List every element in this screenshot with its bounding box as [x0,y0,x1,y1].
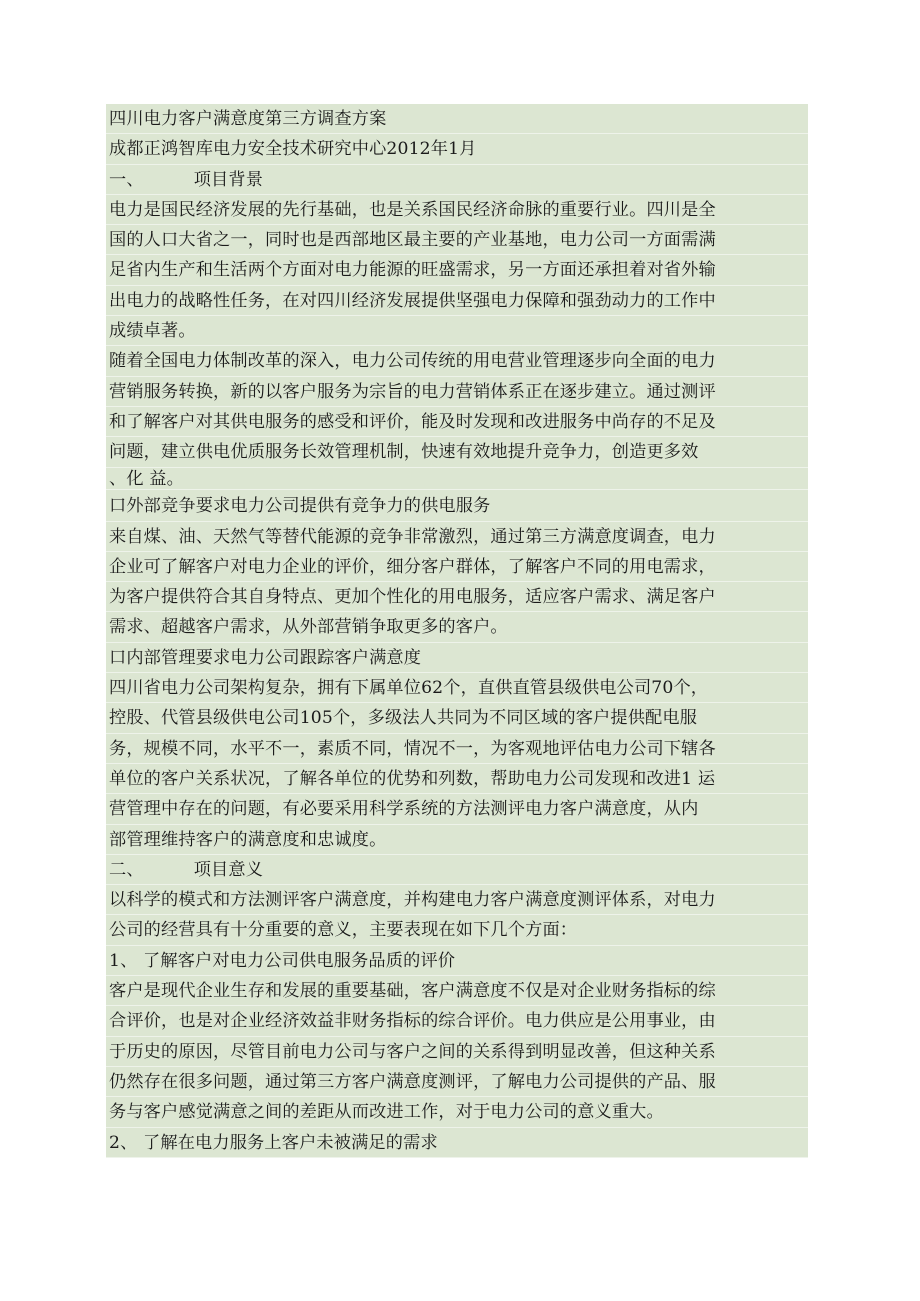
document-text-block [106,104,808,1158]
paragraph-line: 部管理维持客户的满意度和忠诚度。 [106,825,808,855]
paragraph-line: 出电力的战略性任务，在对四川经济发展提供坚强电力保障和强劲动力的工作中 [106,286,808,316]
paragraph-line: 电力是国民经济发展的先行基础，也是关系国民经济命脉的重要行业。四川是全 [106,195,808,225]
paragraph-line: 国的人口大省之一，同时也是西部地区最主要的产业基地，电力公司一方面需满 [106,225,808,255]
paragraph-line: 仍然存在很多问题，通过第三方客户满意度测评，了解电力公司提供的产品、服 [106,1067,808,1097]
author-line: 成都正鸿智库电力安全技术研究中心2012年1月 [106,134,808,164]
paragraph-line: 于历史的原因，尽管目前电力公司与客户之间的关系得到明显改善，但这种关系 [106,1037,808,1067]
paragraph-line: 企业可了解客户对电力企业的评价，细分客户群体，了解客户不同的用电需求， [106,552,808,582]
paragraph-line: 问题，建立供电优质服务长效管理机制，快速有效地提升竞争力，创造更多效 [106,437,808,467]
bullet-heading-internal: 口内部管理要求电力公司跟踪客户满意度 [106,643,808,673]
paragraph-line: 单位的客户关系状况，了解各单位的优势和列数，帮助电力公司发现和改进1 运 [106,764,808,794]
paragraph-line: 务，规模不同，水平不一，素质不同，情况不一，为客观地评估电力公司下辖各 [106,734,808,764]
paragraph-line: 和了解客户对其供电服务的感受和评价，能及时发现和改进服务中尚存的不足及 [106,407,808,437]
section-number: 一、 [109,169,144,190]
paragraph-line: 四川省电力公司架构复杂，拥有下属单位62个，直供直管县级供电公司70个， [106,673,808,703]
section-title: 项目意义 [193,859,264,880]
paragraph-line: 、化 益。 [106,468,808,490]
document-title: 四川电力客户满意度第三方调查方案 [106,104,808,134]
paragraph-line: 务与客户感觉满意之间的差距从而改进工作，对于电力公司的意义重大。 [106,1097,808,1127]
bullet-heading-external: 口外部竞争要求电力公司提供有竞争力的供电服务 [106,490,808,522]
paragraph-line: 营销服务转换，新的以客户服务为宗旨的电力营销体系正在逐步建立。通过测评 [106,377,808,407]
paragraph-line: 成绩卓著。 [106,316,808,346]
paragraph-line: 公司的经营具有十分重要的意义，主要表现在如下几个方面： [106,915,808,945]
paragraph-line: 营管理中存在的问题，有必要采用科学系统的方法测评电力客户满意度，从内 [106,794,808,824]
paragraph-line: 随着全国电力体制改革的深入，电力公司传统的用电营业管理逐步向全面的电力 [106,346,808,376]
paragraph-line: 为客户提供符合其自身特点、更加个性化的用电服务，适应客户需求、满足客户 [106,582,808,612]
section-heading-2 [106,855,808,885]
paragraph-line: 控股、代管县级供电公司105个，多级法人共同为不同区域的客户提供配电服 [106,703,808,733]
paragraph-line: 需求、超越客户需求，从外部营销争取更多的客户。 [106,612,808,642]
numbered-heading-2: 2、 了解在电力服务上客户未被满足的需求 [106,1128,808,1158]
section-number: 二、 [109,859,144,880]
paragraph-line: 合评价，也是对企业经济效益非财务指标的综合评价。电力供应是公用事业，由 [106,1006,808,1036]
paragraph-line: 来自煤、油、天然气等替代能源的竞争非常激烈，通过第三方满意度调查，电力 [106,522,808,552]
section-heading-1 [106,165,808,195]
paragraph-line: 足省内生产和生活两个方面对电力能源的旺盛需求，另一方面还承担着对省外输 [106,255,808,285]
section-title: 项目背景 [193,169,264,190]
numbered-heading-1: 1、 了解客户对电力公司供电服务品质的评价 [106,946,808,976]
paragraph-line: 客户是现代企业生存和发展的重要基础，客户满意度不仅是对企业财务指标的综 [106,976,808,1006]
paragraph-line: 以科学的模式和方法测评客户满意度，并构建电力客户满意度测评体系，对电力 [106,885,808,915]
